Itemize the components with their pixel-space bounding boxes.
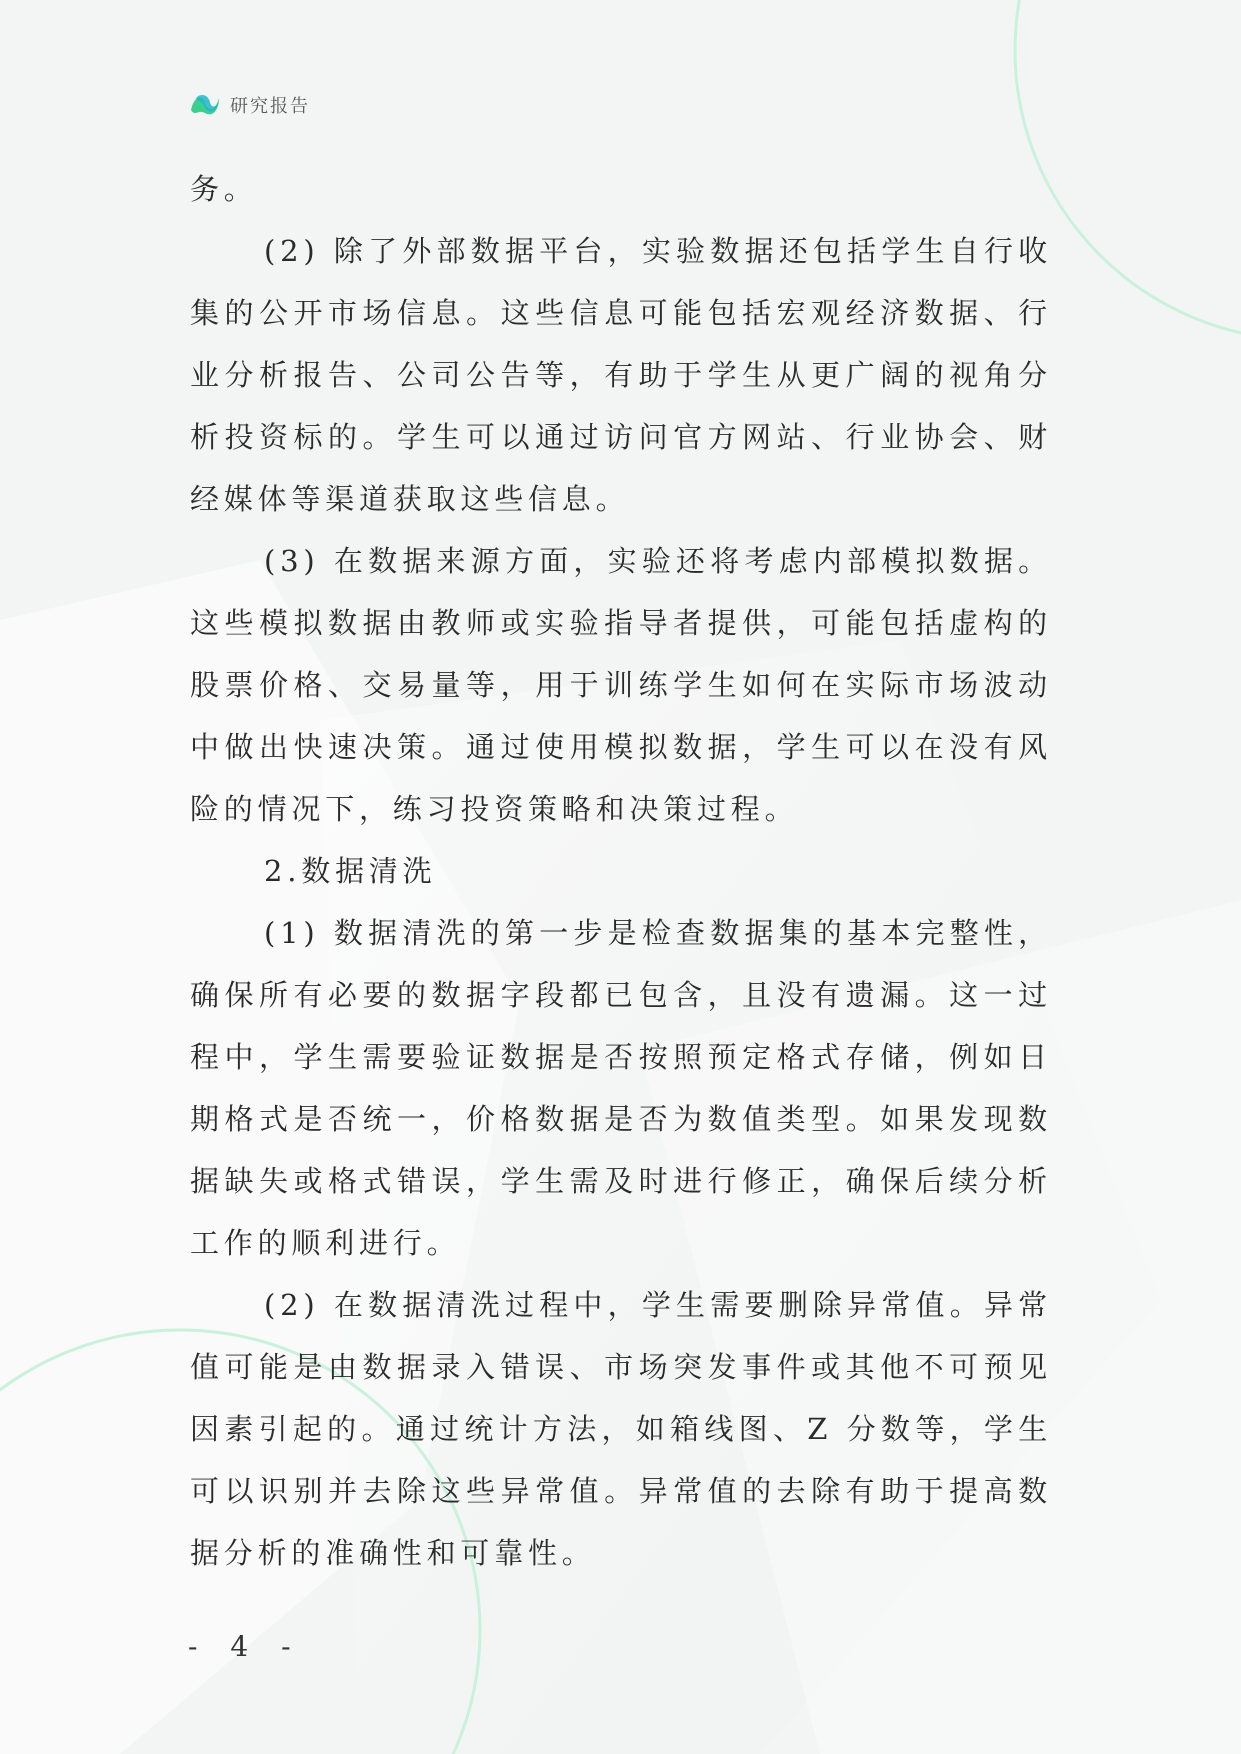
page-header xyxy=(188,88,310,122)
page-number: - 4 - xyxy=(188,1630,303,1663)
paragraph-data-source-2: (2) 除了外部数据平台，实验数据还包括学生自行收集的公开市场信息。这些信息可能包括宏观经济数据、行业分析报告、公司公告等，有助于学生从更广阔的视角分析投资标的。学生可以通过访问官方网站、行业协会、财经媒体等渠道获取这些信息。 xyxy=(190,234,1052,516)
paragraph-cleaning-2: (2) 在数据清洗过程中，学生需要删除异常值。异常值可能是由数据录入错误、市场突发事件或其他不可预见因素引起的。通过统计方法，如箱线图、Z 分数等，学生可以识别并去除这些异常值。异常值的去除有助于提高数据分析的准确性和可靠性。 xyxy=(190,1288,1052,1570)
logo-icon xyxy=(188,88,222,122)
header-title: 研究报告 xyxy=(230,96,310,117)
paragraph-continuation: 务。 xyxy=(190,172,258,206)
document-body xyxy=(190,158,1052,1584)
paragraph-data-source-3: (3) 在数据来源方面，实验还将考虑内部模拟数据。这些模拟数据由教师或实验指导者提供，可能包括虚构的股票价格、交易量等，用于训练学生如何在实际市场波动中做出快速决策。通过使用模拟数据，学生可以在没有风险的情况下，练习投资策略和决策过程。 xyxy=(190,544,1052,826)
paragraph-cleaning-1: (1) 数据清洗的第一步是检查数据集的基本完整性，确保所有必要的数据字段都已包含，且没有遗漏。这一过程中，学生需要验证数据是否按照预定格式存储，例如日期格式是否统一，价格数据是否为数值类型。如果发现数据缺失或格式错误，学生需及时进行修正，确保后续分析工作的顺利进行。 xyxy=(190,916,1052,1260)
section-heading-data-cleaning: 2.数据清洗 xyxy=(264,854,437,888)
